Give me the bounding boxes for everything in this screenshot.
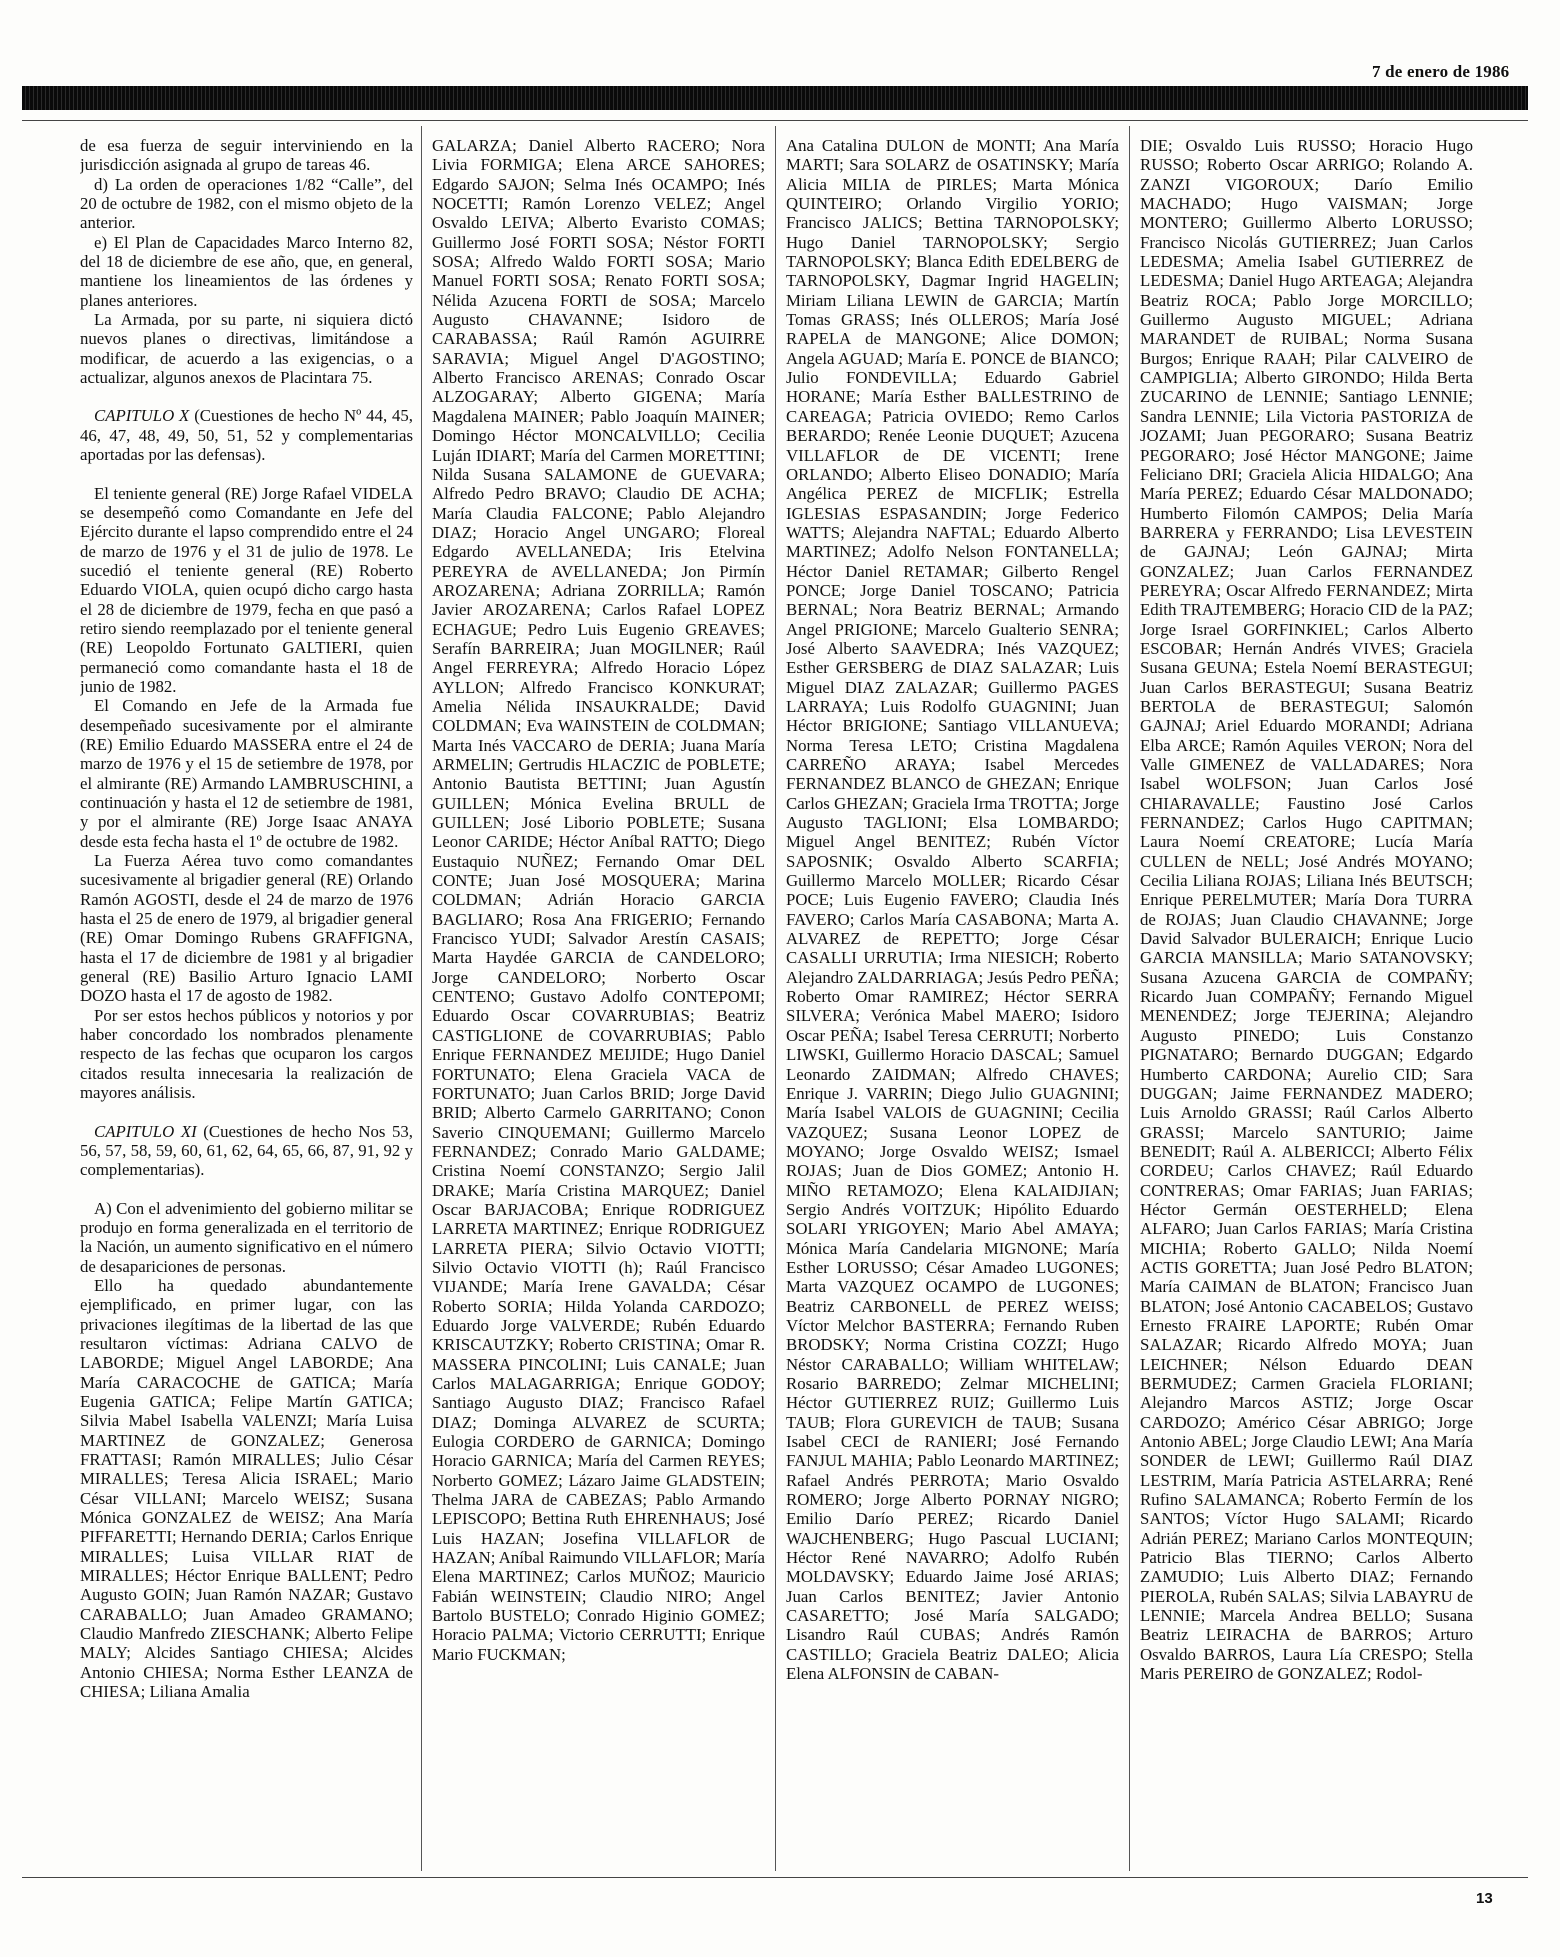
paragraph: d) La orden de operaciones 1/82 “Calle”, del 20 de octubre de 1982, con el mismo objeto de la anterior. <box>80 174 413 233</box>
paragraph: Ello ha quedado abundantemente ejemplificado, en primer lugar, con las privaciones ilegítimas de la libertad de las que resultaron víctimas: Adriana CALVO de LABORDE; Miguel Angel LABORDE; Ana María CARACOCHE de GATICA; María Eugenia GATICA; Felipe Martín GATICA; Silvia Mabel Isabella VALENZI; María Luisa MARTINEZ de GONZALEZ; Generosa FRATTASI; Ramón MIRALLES; Julio César MIRALLES; Teresa Alicia ISRAEL; Mario César VILLANI; Marcelo WEISZ; Susana Mónica GONZALEZ de WEISZ; Ana María PIFFARETTI; Hernando DERIA; Carlos Enrique MIRALLES; Luisa VILLAR RIAT de MIRALLES; Héctor Enrique BALLENT; Pedro Augusto GOIN; Juan Ramón NAZAR; Gustavo CARABALLO; Juan Amadeo GRAMANO; Claudio Manfredo ZIESCHANK; Alberto Felipe MALY; Alcides Santiago CHIESA; Alcides Antonio CHIESA; Norma Esther LEANZA de CHIESA; Liliana Amalia <box>80 1275 413 1702</box>
chapter-x-heading <box>80 406 413 464</box>
paragraph: El Comando en Jefe de la Armada fue desempeñado sucesivamente por el almirante (RE) Emilio Eduardo MASSERA entre el 24 de marzo de 1976 y el 15 de setiembre de 1978, por el almirante (RE) Armando LAMBRUSCHINI, a continuación y hasta el 12 de setiembre de 1981, y por el almirante (RE) Jorge Isaac ANAYA desde esta fecha hasta el 1º de octubre de 1982. <box>80 696 413 851</box>
chapter-label: CAPITULO XI <box>94 1121 197 1141</box>
header-rule <box>22 120 1528 121</box>
issue-date: 7 de enero de 1986 <box>1372 62 1510 81</box>
column-divider <box>421 126 422 1871</box>
paragraph: Por ser estos hechos públicos y notorios y por haber concordado los nombrados plenamente respecto de las fechas que ocuparon los cargos citados resulta innecesaria la realización de mayores análisis. <box>80 1005 413 1103</box>
footer-rule <box>22 1877 1528 1878</box>
paragraph: de esa fuerza de seguir interviniendo en la jurisdicción asignada al grupo de tareas 46. <box>80 136 413 175</box>
chapter-xi-heading <box>80 1122 413 1180</box>
paragraph: A) Con el advenimiento del gobierno militar se produjo en forma generalizada en el territorio de la Nación, un aumento significativo en el número de desapariciones de personas. <box>80 1198 413 1276</box>
header-bar <box>22 86 1528 110</box>
victims-list: GALARZA; Daniel Alberto RACERO; Nora Livia FORMIGA; Elena ARCE SAHORES; Edgardo SAJON; Selma Inés OCAMPO; Inés NOCETTI; Ramón Lorenzo VELEZ; Angel Osvaldo LEIVA; Alberto Evaristo COMAS; Guillermo José FORTI SOSA; Néstor FORTI SOSA; Alfredo Waldo FORTI SOSA; Mario Manuel FORTI SOSA; Renato FORTI SOSA; Nélida Azucena FORTI de SOSA; Marcelo Augusto CHAVANNE; Isidoro de CARABASSA; Raúl Ramón AGUIRRE SARAVIA; Miguel Angel D'AGOSTINO; Alberto Francisco ARENAS; Conrado Oscar ALZOGARAY; Alberto GIGENA; María Magdalena MAINER; Pablo Joaquín MAINER; Domingo Héctor MONCALVILLO; Cecilia Luján IDIART; María del Carmen MORETTINI; Nilda Susana SALAMONE de GUEVARA; Alfredo Pedro BRAVO; Claudio DE ACHA; María Claudia FALCONE; Pablo Alejandro DIAZ; Horacio Angel UNGARO; Floreal Edgardo AVELLANEDA; Iris Etelvina PEREYRA de AVELLANEDA; Jon Pirmín AROZARENA; Adriana ZORRILLA; Ramón Javier AROZARENA; Carlos Rafael LOPEZ ECHAGUE; Pedro Luis Eugenio GREAVES; Serafín BARREIRA; Juan MOGILNER; Raúl Angel FERREYRA; Alfredo Horacio López AYLLON; Alfredo Francisco KONKURAT; Amelia Nélida INSAUKRALDE; David COLDMAN; Eva WAINSTEIN de COLDMAN; Marta Inés VACCARO de DERIA; Juana María ARMELIN; Gertrudis HLACZIC de POBLETE; Antonio Bautista BETTINI; Juan Agustín GUILLEN; Mónica Evelina BRULL de GUILLEN; José Liborio POBLETE; Susana Leonor CARIDE; Héctor Aníbal RATTO; Diego Eustaquio NUÑEZ; Fernando Omar DEL CONTE; Juan José MOSQUERA; Marina COLDMAN; Adrián Horacio GARCIA BAGLIARO; Rosa Ana FRIGERIO; Fernando Francisco YUDI; Salvador Arestín CASAIS; Marta Haydée GARCIA de CANDELORO; Jorge CANDELORO; Norberto Oscar CENTENO; Gustavo Adolfo CONTEPOMI; Eduardo Oscar COVARRUBIAS; Beatriz CASTIGLIONE de COVARRUBIAS; Pablo Enrique FERNANDEZ MEIJIDE; Hugo Daniel FORTUNATO; Elena Graciela VACA de FORTUNATO; Juan Carlos BRID; Jorge David BRID; Alberto Carmelo GARRITANO; Conon Saverio CINQUEMANI; Guillermo Marcelo FERNANDEZ; Conrado Mario GALDAME; Cristina Noemí CONSTANZO; Sergio Jalil DRAKE; María Cristina MARQUEZ; Daniel Oscar BARJACOBA; Enrique RODRIGUEZ LARRETA MARTINEZ; Enrique RODRIGUEZ LARRETA PIERA; Silvio Octavio VIOTTI; Silvio Octavio VIOTTI (h); Raúl Francisco VIJANDE; María Irene GAVALDA; César Roberto SORIA; Hilda Yolanda CARDOZO; Eduardo Jorge VALVERDE; Rubén Eduardo KRISCAUTZKY; Roberto CRISTINA; Omar R. MASSERA PINCOLINI; Luis CANALE; Juan Carlos MALAGARRIGA; Enrique GODOY; Santiago Augusto DIAZ; Francisco Rafael DIAZ; Dominga ALVAREZ de SCURTA; Eulogia CORDERO de GARNICA; Domingo Horacio GARNICA; María del Carmen REYES; Norberto GOMEZ; Lázaro Jaime GLADSTEIN; Thelma JARA de CABEZAS; Pablo Armando LEPISCOPO; Bettina Ruth EHRENHAUS; José Luis HAZAN; Josefina VILLAFLOR de HAZAN; Aníbal Raimundo VILLAFLOR; María Elena MARTINEZ; Carlos MUÑOZ; Mauricio Fabián WEINSTEIN; Claudio NIRO; Angel Bartolo BUSTELO; Conrado Higinio GOMEZ; Horacio PALMA; Victorio CERRUTTI; Enrique Mario FUCKMAN; <box>432 136 765 1664</box>
chapter-label: CAPITULO X <box>94 406 190 426</box>
chapter-description: (Cuestiones de hecho Nos 53, 56, 57, 58, 59, 60, 61, 62, 64, 65, 66, 87, 91, 92 y complementarias). <box>80 1121 413 1180</box>
column-divider <box>775 126 776 1871</box>
text-column-1 <box>80 136 413 1866</box>
paragraph: La Armada, por su parte, ni siquiera dictó nuevos planes o directivas, limitándose a modificar, de acuerdo a las exigencias, o a actualizar, algunos anexos de Placintara 75. <box>80 310 413 388</box>
paragraph: e) El Plan de Capacidades Marco Interno 82, del 18 de diciembre de ese año, que, en general, mantiene los lineamientos de las órdenes y planes anteriores. <box>80 232 413 310</box>
chapter-description: (Cuestiones de hecho Nº 44, 45, 46, 47, 48, 49, 50, 51, 52 y complementarias aportadas por las defensas). <box>80 406 413 465</box>
paragraph: La Fuerza Aérea tuvo como comandantes sucesivamente al brigadier general (RE) Orlando Ramón AGOSTI, desde el 24 de marzo de 1976 hasta el 25 de enero de 1979, al brigadier general (RE) Omar Domingo Rubens GRAFFIGNA, hasta el 17 de diciembre de 1981 y al brigadier general (RE) Basilio Arturo Ignacio LAMI DOZO hasta el 17 de agosto de 1982. <box>80 851 413 1006</box>
text-column-3 <box>786 136 1119 1866</box>
paragraph: El teniente general (RE) Jorge Rafael VIDELA se desempeñó como Comandante en Jefe del Ejército durante el lapso comprendido entre el 24 de marzo de 1976 y el 31 de julio de 1978. Le sucedió el teniente general (RE) Roberto Eduardo VIOLA, quien ocupó dicho cargo hasta el 28 de diciembre de 1979, fecha en que pasó a retiro siendo reemplazado por el teniente general (RE) Leopoldo Fortunato GALTIERI, quien permaneció como comandante hasta el 18 de junio de 1982. <box>80 483 413 696</box>
page-number: 13 <box>1476 1890 1493 1907</box>
text-column-2 <box>432 136 765 1866</box>
column-divider <box>1129 126 1130 1871</box>
victims-list: DIE; Osvaldo Luis RUSSO; Horacio Hugo RUSSO; Roberto Oscar ARRIGO; Rolando A. ZANZI VIGOROUX; Darío Emilio MACHADO; Hugo VAISMAN; Jorge MONTERO; Guillermo Alberto LORUSSO; Francisco Nicolás GUTIERREZ; Juan Carlos LEDESMA; Amelia Isabel GUTIERREZ de LEDESMA; Daniel Hugo ARTEAGA; Alejandra Beatriz ROCA; Pablo Jorge MORCILLO; Guillermo Augusto MIGUEL; Adriana MARANDET de RUIBAL; Norma Susana Burgos; Enrique RAAH; Pilar CALVEIRO de CAMPIGLIA; Alberto GIRONDO; Hilda Berta ZUCARINO de LENNIE; Santiago LENNIE; Sandra LENNIE; Lila Victoria PASTORIZA de JOZAMI; Juan PEGORARO; Susana Beatriz PEGORARO; José Héctor MANGONE; Jaime Feliciano DRI; Graciela Alicia HIDALGO; Ana María PEREZ; Eduardo César MALDONADO; Humberto Filomón CAMPOS; Delia María BARRERA y FERRANDO; Lisa LEVESTEIN de GAJNAJ; León GAJNAJ; Mirta GONZALEZ; Juan Carlos FERNANDEZ PEREYRA; Oscar Alfredo FERNANDEZ; Mirta Edith TRAJTEMBERG; Horacio CID de la PAZ; Jorge Israel GORFINKIEL; Carlos Alberto ESCOBAR; Hernán Andrés VIVES; Graciela Susana GEUNA; Estela Noemí BERASTEGUI; Juan Carlos BERASTEGUI; Susana Beatriz BERTOLA de BERASTEGUI; Salomón GAJNAJ; Ariel Eduardo MORANDI; Adriana Elba ARCE; Ramón Aquiles VERON; Nora del Valle GIMENEZ de VALLADARES; Nora Isabel WOLFSON; Juan Carlos José CHIARAVALLE; Faustino José Carlos FERNANDEZ; Carlos Hugo CAPITMAN; Laura Noemí CREATORE; Lucía María CULLEN de NELL; José Andrés MOYANO; Cecilia Liliana ROJAS; Liliana Inés BEUTSCH; Enrique PERELMUTER; María Dora TURRA de ROJAS; Juan Claudio CHAVANNE; Jorge David Salvador BULERAICH; Enrique Lucio GARCIA MANSILLA; Mario SATANOVSKY; Susana Azucena GARCIA de COMPAÑY; Ricardo Juan COMPAÑY; Fernando Miguel MENENDEZ; Jorge TEJERINA; Alejandro Augusto PINEDO; Luis Constanzo PIGNATARO; Bernardo DUGGAN; Edgardo Humberto CARDONA; Aurelio CID; Sara DUGGAN; Jaime FERNANDEZ MADERO; Luis Arnoldo GRASSI; Raúl Carlos Alberto GRASSI; Marcelo SANTURIO; Jaime BENEDIT; Raúl A. ALBERICCI; Alberto Félix CORDEU; Carlos CHAVEZ; Raúl Eduardo CONTRERAS; Omar FARIAS; Juan FARIAS; Héctor Germán OESTERHELD; Elena ALFARO; Juan Carlos FARIAS; María Cristina MICHIA; Roberto GALLO; Nilda Noemí ACTIS GORETTA; Juan José Pedro BLATON; María CAIMAN de BLATON; Francisco Juan BLATON; José Antonio CACABELOS; Gustavo Ernesto FRAIRE LAPORTE; Rubén Omar SALAZAR; Ricardo Alfredo MOYA; Juan LEICHNER; Nélson Eduardo DEAN BERMUDEZ; Carmen Graciela FLORIANI; Alejandro Marcos ASTIZ; Jorge Oscar CARDOZO; Américo César ABRIGO; Jorge Antonio ABEL; Jorge Claudio LEWI; Ana María SONDER de LEWI; Guillermo Raúl DIAZ LESTRIM, María Patricia ASTELARRA; René Rufino SALAMANCA; Roberto Fermín de los SANTOS; Víctor Hugo SALAMI; Ricardo Adrián PEREZ; Mariano Carlos MONTEQUIN; Patricio Blas TIERNO; Carlos Alberto ZAMUDIO; Luis Alberto DIAZ; Fernando PIEROLA, Rubén SALAS; Silvia LABAYRU de LENNIE; Marcela Andrea BELLO; Susana Beatriz LEIRACHA de BARROS; Arturo Osvaldo BARROS, Laura Lía CRESPO; Stella Maris PEREIRO de GONZALEZ; Rodol- <box>1140 136 1473 1684</box>
victims-list: Ana Catalina DULON de MONTI; Ana María MARTI; Sara SOLARZ de OSATINSKY; María Alicia MILIA de PIRLES; Marta Mónica QUINTEIRO; Orlando Virgilio YORIO; Francisco JALICS; Bettina TARNOPOLSKY; Hugo Daniel TARNOPOLSKY; Sergio TARNOPOLSKY; Blanca Edith EDELBERG de TARNOPOLSKY, Dagmar Ingrid HAGELIN; Miriam Liliana LEWIN de GARCIA; Martín Tomas GRASS; Inés OLLEROS; María José RAPELA de MANGONE; Alice DOMON; Angela AGUAD; María E. PONCE de BIANCO; Julio FONDEVILLA; Eduardo Gabriel HORANE; María Esther BALLESTRINO de CAREAGA; Patricia OVIEDO; Remo Carlos BERARDO; Renée Leonie DUQUET; Azucena VILLAFLOR de DE VICENTI; Irene ORLANDO; Alberto Eliseo DONADIO; María Angélica PEREZ de MICFLIK; Estrella IGLESIAS ESPASANDIN; Jorge Federico WATTS; Alejandra NAFTAL; Eduardo Alberto MARTINEZ; Adolfo Nelson FONTANELLA; Héctor Daniel RETAMAR; Gilberto Rengel PONCE; Jorge Daniel TOSCANO; Patricia BERNAL; Nora Beatriz BERNAL; Armando Angel PRIGIONE; Marcelo Gualterio SENRA; José Alberto SAAVEDRA; Inés VAZQUEZ; Esther GERSBERG de DIAZ SALAZAR; Luis Miguel DIAZ ZALAZAR; Guillermo PAGES LARRAYA; Luis Rodolfo GUAGNINI; Juan Héctor BRIGIONE; Santiago VILLANUEVA; Norma Teresa LETO; Cristina Magdalena CARREÑO ARAYA; Isabel Mercedes FERNANDEZ BLANCO de GHEZAN; Enrique Carlos GHEZAN; Graciela Irma TROTTA; Jorge Augusto TAGLIONI; Elsa LOMBARDO; Miguel Angel BENITEZ; Rubén Víctor SAPOSNIK; Osvaldo Alberto SCARFIA; Guillermo Marcelo MOLLER; Ricardo César POCE; Luis Eugenio FAVERO; Claudia Inés FAVERO; Carlos María CASABONA; Marta A. ALVAREZ de REPETTO; Jorge César CASALLI URRUTIA; Irma NIESICH; Roberto Alejandro ZALDARRIAGA; Jesús Pedro PEÑA; Roberto Omar RAMIREZ; Héctor SERRA SILVERA; Verónica Mabel MAERO; Isidoro Oscar PEÑA; Isabel Teresa CERRUTI; Norberto LIWSKI, Guillermo Horacio DASCAL; Samuel Leonardo ZAIDMAN; Alfredo CHAVES; Enrique J. VARRIN; Diego Julio GUAGNINI; María Isabel VALOIS de GUAGNINI; Cecilia VAZQUEZ; Susana Leonor LOPEZ de MOYANO; Jorge Osvaldo WEISZ; Ismael ROJAS; Juan de Dios GOMEZ; Antonio H. MIÑO RETAMOZO; Elena KALAIDJIAN; Sergio Andrés VOITZUK; Hipólito Eduardo SOLARI YRIGOYEN; Mario Abel AMAYA; Mónica María Candelaria MIGNONE; María Esther LORUSSO; César Amadeo LUGONES; Marta VAZQUEZ OCAMPO de LUGONES; Beatriz CARBONELL de PEREZ WEISS; Víctor Melchor BASTERRA; Fernando Ruben BRODSKY; Norma Cristina COZZI; Hugo Néstor CARABALLO; William WHITELAW; Rosario BARREDO; Zelmar MICHELINI; Héctor GUTIERREZ RUIZ; Guillermo Luis TAUB; Flora GUREVICH de TAUB; Susana Isabel CECI de RANIERI; José Fernando FANJUL MAHIA; Pablo Leonardo MARTINEZ; Rafael Andrés PERROTA; Mario Osvaldo ROMERO; Jorge Alberto PORNAY NIGRO; Emilio Darío PEREZ; Ricardo Daniel WAJCHENBERG; Hugo Pascual LUCIANI; Héctor René NAVARRO; Adolfo Rubén MOLDAVSKY; Eduardo Jaime José ARIAS; Juan Carlos BENITEZ; Javier Antonio CASARETTO; José María SALGADO; Lisandro Raúl CUBAS; Andrés Ramón CASTILLO; Graciela Beatriz DALEO; Alicia Elena ALFONSIN de CABAN- <box>786 136 1119 1684</box>
text-column-4 <box>1140 136 1473 1866</box>
